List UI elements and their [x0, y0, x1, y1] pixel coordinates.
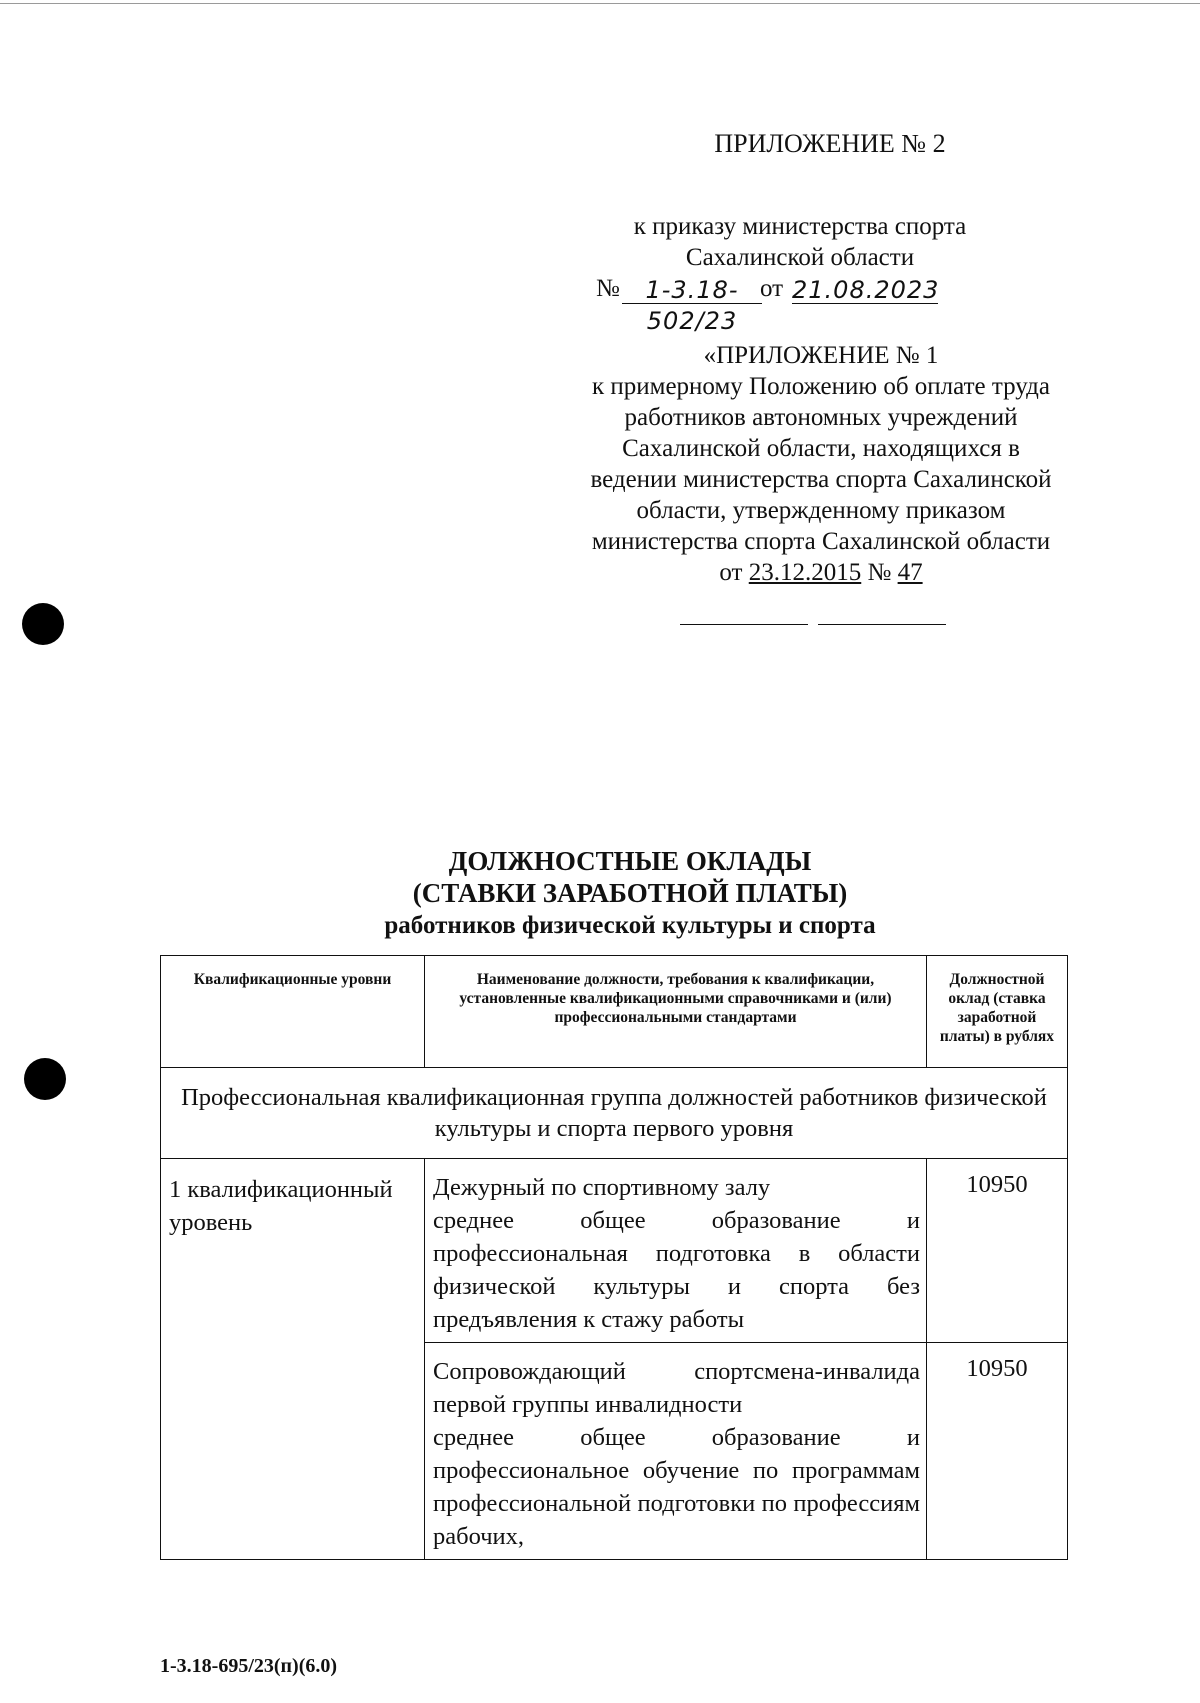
order-no-label: №	[596, 275, 620, 302]
appendix-1-line: области, утвержденному приказом	[636, 497, 1006, 524]
document-title	[150, 845, 1110, 943]
position-cell	[425, 1159, 927, 1343]
title-line-3: работников физической культуры и спорта	[384, 912, 876, 939]
from-label: от	[719, 559, 743, 586]
qualification-group-title: Профессиональная квалификационная группа должностей работников физической культуры и спорта первого уровня	[161, 1068, 1068, 1159]
punch-hole	[22, 603, 64, 645]
table-header-row	[161, 956, 1068, 1068]
order-number-line	[560, 273, 1040, 335]
salary-value: 10950	[927, 1343, 1068, 1560]
appendix-1-date-line	[556, 557, 1086, 588]
position-name: Дежурный по спортивному залу	[433, 1174, 771, 1201]
top-edge-line	[0, 3, 1200, 4]
column-header-position: Наименование должности, требования к квалификации, установленные квалификационными справочниками и (или) профессиональными стандартами	[425, 956, 927, 1068]
signature-lines	[680, 624, 946, 626]
qualification-level: 1 квалификационный уровень	[161, 1159, 425, 1560]
salary-table	[160, 955, 1068, 1560]
appendix-1-line: ведении министерства спорта Сахалинской	[590, 466, 1052, 493]
position-name: Сопровождающий спортсмена-инвалида первой группы инвалидности	[433, 1358, 920, 1418]
appendix-1-line: к примерному Положению об оплате труда	[591, 373, 1051, 400]
salary-value: 10950	[927, 1159, 1068, 1343]
column-header-salary: Должностной оклад (ставка заработной платы) в рублях	[927, 956, 1068, 1068]
signature-line	[818, 624, 946, 625]
document-code: 1-3.18-695/23(п)(6.0)	[160, 1655, 338, 1677]
title-line-2: (СТАВКИ ЗАРАБОТНОЙ ПЛАТЫ)	[412, 878, 848, 908]
column-header-levels: Квалификационные уровни	[161, 956, 425, 1068]
appendix-1-number: 47	[897, 559, 923, 586]
group-row	[161, 1068, 1068, 1159]
appendix-1-title: «ПРИЛОЖЕНИЕ № 1	[703, 342, 939, 369]
appendix-1-line: Сахалинской области, находящихся в	[622, 435, 1020, 462]
order-date-value: 21.08.2023	[792, 276, 940, 304]
position-cell	[425, 1343, 927, 1560]
order-reference	[560, 211, 1040, 335]
order-from-label: от	[760, 275, 784, 302]
appendix-1-reference	[556, 340, 1086, 588]
order-number-value: 1-3.18-502/23	[622, 275, 762, 304]
appendix-1-date: 23.12.2015	[748, 559, 862, 586]
order-line-2: Сахалинской области	[685, 244, 915, 271]
signature-line	[680, 624, 808, 625]
appendix-2-heading: ПРИЛОЖЕНИЕ № 2	[714, 129, 946, 158]
position-requirements: среднее общее образование и профессиональная подготовка в области физической культуры и спорта без предъявления к стажу работы	[433, 1207, 920, 1333]
no-label: №	[867, 559, 892, 586]
appendix-1-line: министерства спорта Сахалинской области	[591, 528, 1051, 555]
table-row	[161, 1159, 1068, 1343]
appendix-1-line: работников автономных учреждений	[624, 404, 1018, 431]
punch-hole	[24, 1058, 66, 1100]
position-requirements: среднее общее образование и профессиональное обучение по программам профессиональной подготовки по профессиям рабочих,	[433, 1424, 920, 1550]
order-line-1: к приказу министерства спорта	[633, 213, 967, 240]
title-line-1: ДОЛЖНОСТНЫЕ ОКЛАДЫ	[448, 846, 812, 876]
